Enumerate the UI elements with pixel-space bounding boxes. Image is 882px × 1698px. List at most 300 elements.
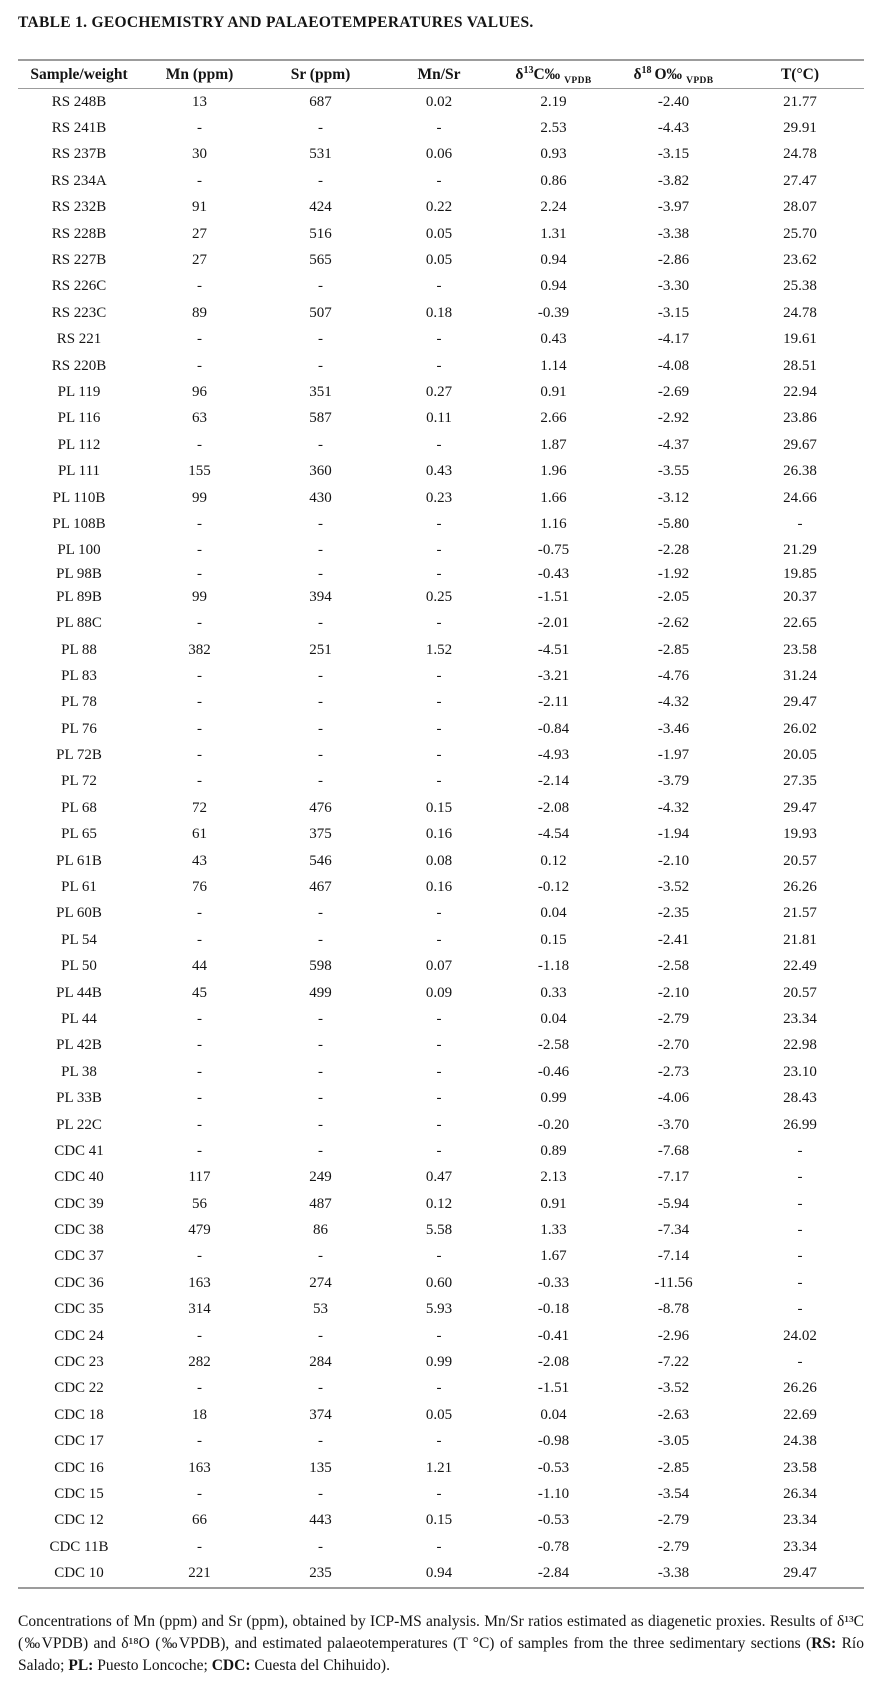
table-cell: -3.38 [657, 1565, 690, 1582]
table-cell: 23.58 [783, 641, 817, 658]
table-row [18, 901, 864, 927]
table-cell: - [318, 1010, 323, 1027]
table-cell: 284 [309, 1354, 332, 1371]
table-cell: 430 [309, 489, 332, 506]
table-cell: 30 [192, 146, 207, 163]
table-cell: -2.08 [537, 799, 570, 816]
table-cell: PL 83 [61, 667, 97, 684]
table-row [18, 610, 864, 636]
table-cell: 155 [188, 463, 211, 480]
table-cell: -1.51 [537, 588, 570, 605]
table-row [18, 1560, 864, 1587]
table-cell: CDC 38 [54, 1222, 104, 1239]
table-row [18, 564, 864, 584]
table-cell: -5.94 [657, 1195, 690, 1212]
table-row [18, 1085, 864, 1111]
table-cell: 251 [309, 641, 332, 658]
table-cell: 72 [192, 799, 207, 816]
table-cell: - [436, 1090, 442, 1107]
table-cell: 5.58 [425, 1222, 453, 1239]
table-cell: 53 [313, 1301, 328, 1318]
table-cell: 96 [192, 383, 207, 400]
table-cell: 28.07 [783, 199, 817, 216]
table-cell: - [197, 278, 202, 295]
table-cell: 29.47 [783, 1565, 817, 1582]
table-cell: 507 [309, 304, 332, 321]
table-cell: PL 110B [52, 489, 106, 506]
table-cell: 26.26 [783, 1380, 817, 1397]
table-cell: - [318, 1538, 323, 1555]
table-row [18, 1217, 864, 1243]
table-cell: 20.57 [783, 852, 817, 869]
table-cell: 163 [188, 1459, 211, 1476]
table-cell: 351 [309, 383, 332, 400]
table-row [18, 690, 864, 716]
table-cell: PL 61 [61, 879, 97, 896]
table-cell: - [797, 1142, 803, 1159]
table-cell: -2.85 [657, 1459, 690, 1476]
table-cell: -2.58 [657, 958, 690, 975]
table-cell: -3.79 [657, 773, 690, 790]
table-cell: 546 [309, 852, 332, 869]
table-cell: 19.61 [783, 331, 817, 348]
table-cell: -11.56 [654, 1274, 693, 1291]
table-cell: - [436, 694, 442, 711]
table-cell: - [197, 1486, 202, 1502]
table-cell: PL 112 [57, 436, 101, 453]
table-cell: 26.26 [783, 879, 817, 896]
table-title: TABLE 1. GEOCHEMISTRY AND PALAEOTEMPERATURES VALUES. [18, 14, 534, 31]
table-row [18, 458, 864, 484]
table-cell: 29.47 [783, 799, 817, 816]
table-cell: -3.70 [657, 1116, 690, 1133]
table-row [18, 795, 864, 821]
table-cell: - [197, 615, 202, 632]
table-cell: 1.21 [425, 1459, 453, 1476]
table-cell: -3.97 [657, 199, 690, 216]
table-row [18, 1376, 864, 1402]
table-cell: - [797, 515, 803, 532]
table-cell: -2.08 [537, 1354, 570, 1371]
table-cell: - [436, 1063, 442, 1080]
table-cell: 374 [309, 1406, 332, 1423]
header-row [18, 60, 864, 89]
table-cell: -3.21 [537, 667, 570, 684]
table-cell: 221 [188, 1565, 211, 1582]
caption-text: Cuesta del Chihuido). [250, 1656, 390, 1674]
table-cell: - [318, 747, 323, 764]
table-cell: PL 54 [61, 931, 97, 948]
table-cell: CDC 24 [54, 1327, 104, 1344]
table-cell: -1.18 [537, 958, 570, 975]
table-cell: - [436, 931, 442, 948]
table-cell: 0.11 [426, 410, 452, 427]
table-cell: -0.53 [537, 1512, 570, 1529]
table-cell: 5.93 [425, 1301, 453, 1318]
table-cell: -4.93 [537, 747, 570, 764]
table-cell: 282 [188, 1354, 211, 1371]
table-cell: - [436, 172, 442, 189]
table-cell: RS 223C [51, 304, 107, 321]
table-cell: 1.16 [540, 515, 567, 532]
table-cell: PL 22C [56, 1116, 102, 1133]
table-cell: -7.34 [657, 1222, 690, 1239]
table-cell: 0.22 [425, 199, 453, 216]
table-cell: 22.69 [783, 1406, 817, 1423]
table-cell: CDC 39 [54, 1195, 104, 1212]
table-cell: 27.47 [783, 172, 817, 189]
delta-symbol: δ [633, 65, 642, 83]
table-cell: 0.23 [425, 489, 453, 506]
table-cell: -2.10 [657, 852, 690, 869]
table-cell: -2.96 [657, 1327, 690, 1344]
table-cell: PL 88 [61, 641, 97, 658]
table-cell: 2.19 [540, 93, 567, 110]
table-cell: 516 [309, 225, 332, 242]
table-cell: - [197, 357, 202, 374]
table-cell: 0.05 [425, 1406, 453, 1423]
table-caption [18, 1611, 864, 1677]
table-cell: 476 [309, 799, 332, 816]
table-row [18, 1165, 864, 1191]
table-cell: -4.32 [657, 799, 690, 816]
caption-section-cdc: CDC: [211, 1656, 251, 1674]
table-cell: 28.43 [783, 1090, 817, 1107]
table-cell: - [436, 773, 442, 790]
table-cell: 89 [192, 304, 207, 321]
table-cell: 0.04 [540, 1406, 567, 1423]
table-cell: - [197, 542, 202, 559]
table-cell: 0.05 [425, 225, 453, 242]
table-cell: - [318, 1327, 323, 1344]
table-cell: - [318, 542, 323, 559]
table-cell: 587 [309, 410, 332, 427]
table-row [18, 538, 864, 564]
table-cell: -0.53 [537, 1459, 570, 1476]
table-cell: 598 [309, 958, 332, 975]
table-cell: - [318, 172, 323, 189]
table-cell: - [318, 436, 323, 453]
table-row [18, 247, 864, 273]
table-row [18, 1244, 864, 1270]
table-cell: 23.86 [783, 410, 817, 427]
table-cell: -3.82 [657, 172, 690, 189]
table-cell: 687 [309, 93, 332, 110]
table-row [18, 1112, 864, 1138]
table-cell: 99 [192, 489, 207, 506]
table-cell: PL 72 [61, 773, 97, 790]
table-cell: - [318, 1433, 323, 1450]
table-cell: -0.75 [537, 542, 570, 559]
table-cell: PL 78 [61, 694, 97, 711]
table-cell: 29.67 [783, 436, 817, 453]
table-cell: 0.09 [425, 984, 453, 1001]
table-cell: - [436, 331, 442, 348]
table-cell: - [797, 1354, 803, 1371]
table-cell: 19.93 [783, 826, 817, 843]
table-cell: -0.12 [537, 879, 570, 896]
table-cell: 565 [309, 252, 332, 269]
table-cell: - [436, 1486, 442, 1502]
table-row [18, 1455, 864, 1481]
delta-symbol: δ [515, 65, 524, 83]
table-cell: 2.53 [540, 120, 567, 137]
table-cell: -2.40 [657, 93, 690, 110]
table-cell: -2.86 [657, 252, 690, 269]
table-cell: -0.43 [537, 565, 570, 582]
table-cell: -5.80 [657, 515, 690, 532]
table-cell: 2.24 [540, 199, 567, 216]
table-cell: -0.46 [537, 1063, 570, 1080]
table-cell: 0.47 [425, 1169, 453, 1186]
table-cell: -2.28 [657, 542, 690, 559]
table-cell: -2.10 [657, 984, 690, 1001]
table-cell: PL 89B [56, 588, 102, 605]
table-cell: 61 [192, 826, 207, 843]
table-cell: 27 [192, 225, 207, 242]
table-row [18, 742, 864, 768]
table-row [18, 89, 864, 116]
table-cell: - [318, 694, 323, 711]
table-cell: PL 61B [56, 852, 102, 869]
table-cell: 0.94 [540, 278, 567, 295]
table-cell: - [197, 1010, 202, 1027]
table-cell: - [197, 565, 202, 582]
table-cell: 0.06 [425, 146, 453, 163]
table-cell: - [797, 1195, 803, 1212]
table-cell: - [197, 120, 202, 137]
table-cell: -2.73 [657, 1063, 690, 1080]
table-cell: -4.17 [657, 331, 690, 348]
table-row [18, 663, 864, 689]
table-cell: -3.15 [657, 146, 690, 163]
table-cell: -7.17 [657, 1169, 690, 1186]
table-cell: - [318, 278, 323, 295]
table-cell: PL 116 [57, 410, 101, 427]
table-row [18, 584, 864, 610]
table-cell: 0.07 [425, 958, 453, 975]
table-row [18, 716, 864, 742]
table-row [18, 485, 864, 511]
table-cell: - [436, 515, 442, 532]
table-cell: - [436, 667, 442, 684]
table-cell: 45 [192, 984, 207, 1001]
table-cell: 21.29 [783, 542, 817, 559]
table-cell: - [197, 1090, 202, 1107]
table-cell: 44 [192, 958, 207, 975]
table-cell: 0.99 [540, 1090, 567, 1107]
table-cell: - [318, 120, 323, 137]
table-row [18, 1297, 864, 1323]
table-cell: 0.16 [425, 879, 453, 896]
table-cell: 0.86 [540, 172, 567, 189]
table-cell: -2.05 [657, 588, 690, 605]
table-cell: - [436, 357, 442, 374]
table-cell: - [318, 565, 323, 582]
col-header-d18o [611, 60, 736, 89]
table-cell: - [197, 1248, 202, 1265]
table-cell: 2.13 [540, 1169, 567, 1186]
table-cell: PL 88C [56, 615, 102, 632]
table-cell: 22.65 [783, 615, 817, 632]
table-cell: 26.34 [783, 1486, 817, 1502]
table-cell: - [318, 1142, 323, 1159]
table-cell: -3.30 [657, 278, 690, 295]
table-cell: -4.37 [657, 436, 690, 453]
table-cell: - [797, 1301, 803, 1318]
table-cell: - [318, 720, 323, 737]
table-cell: -4.08 [657, 357, 690, 374]
table-cell: RS 221 [56, 331, 102, 348]
table-cell: 91 [192, 199, 207, 216]
table-cell: - [197, 1327, 202, 1344]
col-header-sample: Sample/weight [18, 60, 140, 89]
table-cell: 23.10 [783, 1063, 817, 1080]
table-cell: 26.02 [783, 720, 817, 737]
table-cell: - [436, 120, 442, 137]
table-cell: -2.01 [537, 615, 570, 632]
table-cell: - [436, 565, 442, 582]
table-cell: - [318, 931, 323, 948]
table-row [18, 1481, 864, 1507]
table-row [18, 1402, 864, 1428]
table-cell: RS 241B [51, 120, 107, 137]
table-cell: PL 111 [57, 463, 101, 480]
table-cell: - [436, 1538, 442, 1555]
caption-text: Puesto Loncoche; [93, 1656, 212, 1674]
table-cell: - [318, 1380, 323, 1397]
col-header-mn: Mn (ppm) [140, 60, 259, 89]
table-cell: 20.37 [783, 588, 817, 605]
table-cell: -2.79 [657, 1512, 690, 1529]
table-cell: - [318, 1090, 323, 1107]
table-cell: PL 42B [56, 1037, 102, 1054]
table-cell: - [197, 172, 202, 189]
table-cell: -7.68 [657, 1142, 690, 1159]
vpdb-subscript: VPDB [686, 75, 714, 86]
table-cell: 467 [309, 879, 332, 896]
table-row [18, 1270, 864, 1296]
table-row [18, 115, 864, 141]
table-cell: 21.57 [783, 905, 817, 922]
table-cell: 21.77 [783, 93, 817, 110]
table-cell: 24.78 [783, 304, 817, 321]
table-row [18, 274, 864, 300]
caption-text: Río Salado; [18, 1634, 864, 1674]
table-cell: - [436, 905, 442, 922]
table-row [18, 1138, 864, 1164]
table-cell: 249 [309, 1169, 332, 1186]
table-cell: - [436, 1037, 442, 1054]
table-cell: -3.12 [657, 489, 690, 506]
table-cell: 99 [192, 588, 207, 605]
table-cell: 479 [188, 1222, 211, 1239]
table-cell: - [318, 1063, 323, 1080]
table-cell: 0.27 [425, 383, 453, 400]
table-cell: 274 [309, 1274, 332, 1291]
table-cell: - [197, 694, 202, 711]
table-cell: -4.32 [657, 694, 690, 711]
table-row [18, 300, 864, 326]
table-cell: 117 [188, 1169, 211, 1186]
table-cell: -3.55 [657, 463, 690, 480]
table-cell: 394 [309, 588, 332, 605]
isotope-superscript: 18 [641, 64, 652, 76]
table-cell: CDC 41 [54, 1142, 104, 1159]
vpdb-subscript: VPDB [564, 75, 592, 86]
table-row [18, 432, 864, 458]
table-cell: - [436, 542, 442, 559]
table-cell: - [797, 1222, 803, 1239]
table-cell: 1.67 [540, 1248, 567, 1265]
table-cell: - [318, 667, 323, 684]
table-cell: - [436, 278, 442, 295]
table-cell: 0.91 [540, 1195, 567, 1212]
table-row [18, 142, 864, 168]
table-cell: -2.79 [657, 1010, 690, 1027]
table-cell: RS 232B [51, 199, 107, 216]
table-cell: RS 220B [51, 357, 107, 374]
table-row [18, 769, 864, 795]
table-cell: - [197, 747, 202, 764]
table-row [18, 406, 864, 432]
table-cell: -0.84 [537, 720, 570, 737]
table-cell: 43 [192, 852, 207, 869]
table-cell: 0.04 [540, 905, 567, 922]
d13c-label: C‰ [533, 65, 561, 83]
table-cell: -2.58 [537, 1037, 570, 1054]
col-header-mnsr: Mn/Sr [382, 60, 496, 89]
table-cell: PL 119 [57, 383, 101, 400]
table-cell: 0.12 [540, 852, 567, 869]
col-header-sr: Sr (ppm) [259, 60, 382, 89]
table-cell: - [197, 1433, 202, 1450]
table-cell: 24.02 [783, 1327, 817, 1344]
table-cell: -2.92 [657, 410, 690, 427]
col-header-temp: T(°C) [736, 60, 864, 89]
table-row [18, 980, 864, 1006]
table-cell: 0.16 [425, 826, 453, 843]
table-cell: CDC 12 [54, 1512, 104, 1529]
table-cell: 1.33 [540, 1222, 567, 1239]
table-cell: - [197, 1063, 202, 1080]
table-cell: - [197, 1142, 202, 1159]
table-cell: - [436, 1380, 442, 1397]
table-cell: -2.14 [537, 773, 570, 790]
table-cell: - [436, 1327, 442, 1344]
table-cell: - [197, 667, 202, 684]
table-cell: -8.78 [657, 1301, 690, 1318]
table-cell: - [318, 1116, 323, 1133]
table-cell: - [197, 720, 202, 737]
table-cell: - [436, 436, 442, 453]
table-cell: 0.18 [425, 304, 453, 321]
table-cell: -3.52 [657, 1380, 690, 1397]
table-cell: -0.78 [537, 1538, 570, 1555]
table-cell: - [318, 905, 323, 922]
table-cell: 1.52 [425, 641, 453, 658]
table-row [18, 822, 864, 848]
table-cell: 0.02 [425, 93, 453, 110]
isotope-superscript: 13 [523, 64, 534, 76]
table-cell: 375 [309, 826, 332, 843]
table-cell: 23.62 [783, 252, 817, 269]
table-cell: PL 100 [57, 542, 101, 559]
table-cell: -2.85 [657, 641, 690, 658]
table-row [18, 168, 864, 194]
table-cell: 29.47 [783, 694, 817, 711]
table-cell: 1.14 [540, 357, 567, 374]
